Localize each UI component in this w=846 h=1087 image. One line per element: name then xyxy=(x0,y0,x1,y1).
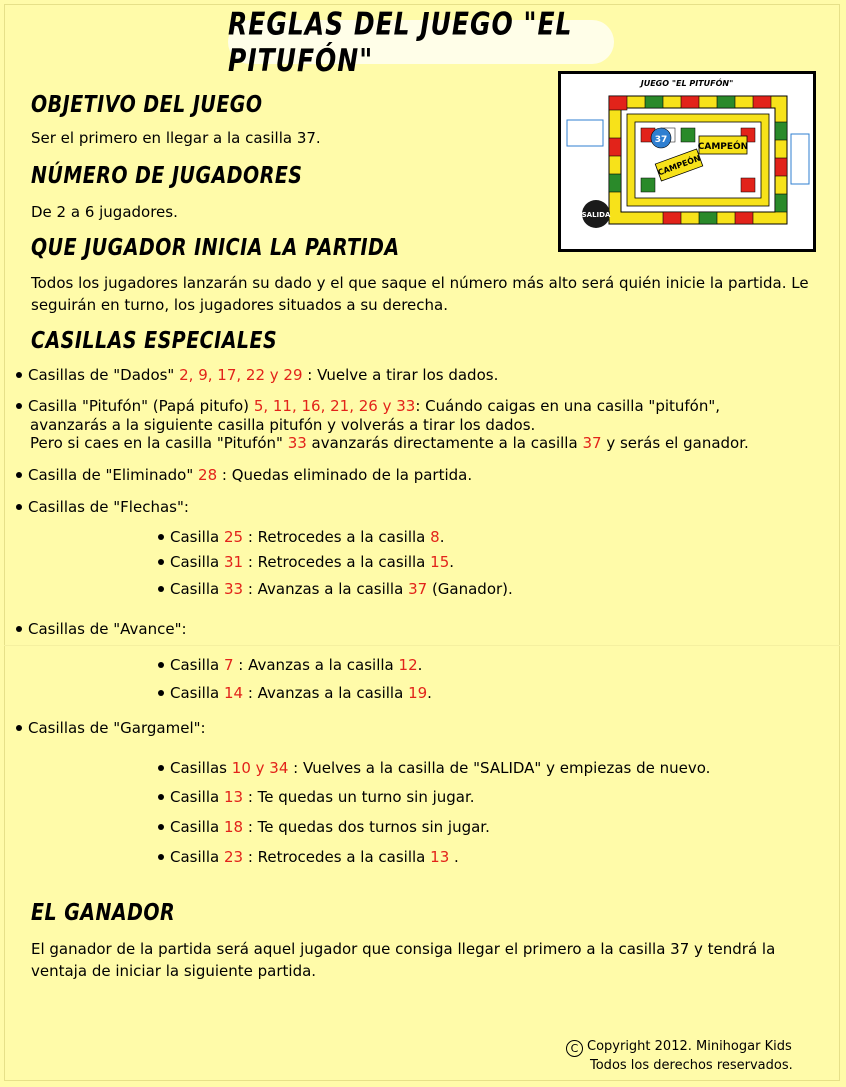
bullet-dot xyxy=(16,725,22,731)
bullet-dot xyxy=(16,626,22,632)
pitufon-item: Casilla "Pitufón" (Papá pitufo) 5, 11, 16, 21, 26 y 33: Cuándo caigas en una casilla "pitufón", xyxy=(16,395,720,417)
board-campeon-label: CAMPEÓN xyxy=(697,142,749,152)
flechas-sub-item: Casilla 33 : Avanzas a la casilla 37 (Ganador). xyxy=(158,578,513,600)
eliminado-item: Casilla de "Eliminado" 28 : Quedas eliminado de la partida. xyxy=(16,464,472,486)
bullet-dot xyxy=(16,472,22,478)
flechas-sub-item: Casilla 25 : Retrocedes a la casilla 8. xyxy=(158,526,444,548)
players-text: De 2 a 6 jugadores. xyxy=(31,203,178,221)
pitufon-line3: Pero si caes en la casilla "Pitufón" 33 avanzarás directamente a la casilla 37 y serás el ganador. xyxy=(30,434,749,452)
winner-heading: EL GANADOR xyxy=(31,899,176,927)
gargamel-item: Casillas de "Gargamel": xyxy=(16,717,206,739)
special-heading: CASILLAS ESPECIALES xyxy=(31,327,278,355)
pitufon-numbers: 5, 11, 16, 21, 26 y 33 xyxy=(253,397,416,415)
board-campeon-label-2: CAMPEÓN xyxy=(656,153,702,178)
bullet-dot xyxy=(16,403,22,409)
gargamel-sub-item: Casillas 10 y 34 : Vuelves a la casilla de "SALIDA" y empiezas de nuevo. xyxy=(158,757,710,779)
copyright-line2: Todos los derechos reservados. xyxy=(590,1058,793,1073)
pitufon-line2: avanzarás a la siguiente casilla pitufón y volverás a tirar los dados. xyxy=(30,416,536,434)
avance-sub-item: Casilla 7 : Avanzas a la casilla 12. xyxy=(158,654,422,676)
title-banner xyxy=(228,5,614,79)
board-salida-label: SALIDA xyxy=(581,211,611,219)
gargamel-sub-item: Casilla 18 : Te quedas dos turnos sin jugar. xyxy=(158,816,490,838)
board-num-37: 37 xyxy=(654,135,668,145)
starter-heading: QUE JUGADOR INICIA LA PARTIDA xyxy=(31,234,400,262)
board-illustration xyxy=(561,74,813,249)
copyright-line1: C Copyright 2012. Minihogar Kids xyxy=(566,1038,793,1057)
avance-sub-item: Casilla 14 : Avanzas a la casilla 19. xyxy=(158,682,432,704)
gargamel-sub-item: Casilla 23 : Retrocedes a la casilla 13 . xyxy=(158,846,459,868)
objective-text: Ser el primero en llegar a la casilla 37. xyxy=(31,129,321,147)
board-title: JUEGO "EL PITUFÓN" xyxy=(640,79,734,88)
bullet-dot xyxy=(16,504,22,510)
eliminado-number: 28 xyxy=(198,466,218,484)
dados-numbers: 2, 9, 17, 22 y 29 xyxy=(179,366,303,384)
flechas-item: Casillas de "Flechas": xyxy=(16,496,189,518)
avance-item: Casillas de "Avance": xyxy=(16,618,187,640)
dados-item: Casillas de "Dados" 2, 9, 17, 22 y 29 : Vuelve a tirar los dados. xyxy=(16,364,498,386)
copyright-icon: C xyxy=(566,1040,583,1057)
page-title: REGLAS DEL JUEGO "EL PITUFÓN" xyxy=(228,5,573,79)
players-heading: NÚMERO DE JUGADORES xyxy=(31,162,303,190)
game-board-image xyxy=(558,71,816,252)
starter-text: Todos los jugadores lanzarán su dado y el que saque el número más alto será quién inicie la partida. Le seguirán en turno, los jugadores situados a su derecha. xyxy=(31,274,809,314)
winner-text: El ganador de la partida será aquel jugador que consiga llegar el primero a la casilla 37 y tendrá la ventaja de iniciar la siguiente partida. xyxy=(31,940,776,980)
copyright xyxy=(566,1038,793,1075)
divider xyxy=(4,645,840,646)
gargamel-sub-item: Casilla 13 : Te quedas un turno sin jugar. xyxy=(158,786,475,808)
bullet-dot xyxy=(16,372,22,378)
flechas-sub-item: Casilla 31 : Retrocedes a la casilla 15. xyxy=(158,551,454,573)
objective-heading: OBJETIVO DEL JUEGO xyxy=(31,91,263,119)
